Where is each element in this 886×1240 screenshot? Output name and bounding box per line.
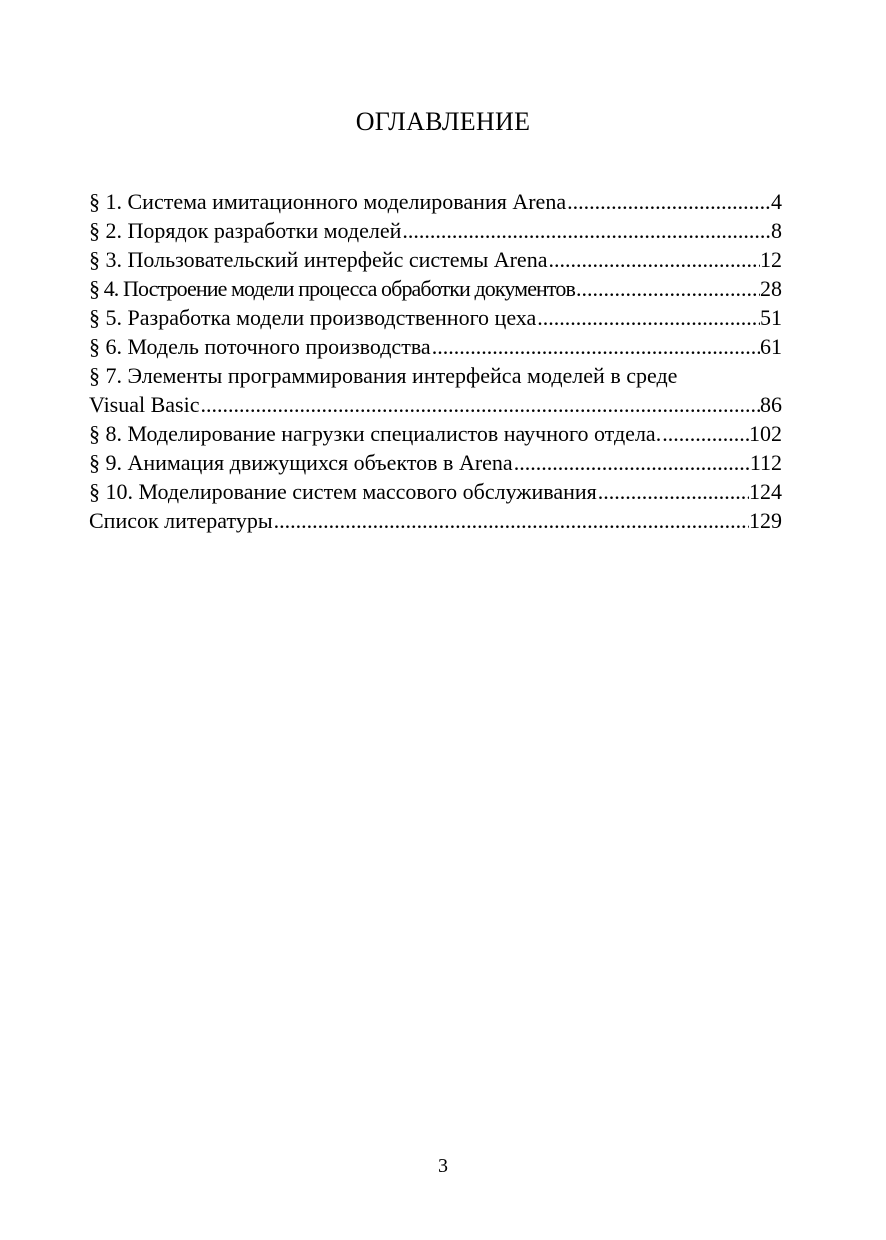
toc-entry-title: § 7. Элементы программирования интерфейса моделей в среде <box>89 363 678 388</box>
toc-entry-2 <box>89 216 782 245</box>
page-title: ОГЛАВЛЕНИЕ <box>355 107 531 136</box>
toc-entry-7-line-2 <box>89 390 782 419</box>
toc-entry-title: § 9. Анимация движущихся объектов в Arena <box>89 450 513 475</box>
toc-entry-1 <box>89 187 782 216</box>
dot-leader <box>547 245 760 274</box>
toc-entry-title: § 2. Порядок разработки моделей <box>89 218 402 243</box>
toc-entry-10 <box>89 477 782 506</box>
toc-entry-page: 4 <box>771 189 782 214</box>
toc-entry-page: 51 <box>760 305 782 330</box>
toc-entry-title: § 8. Моделирование нагрузки специалистов научного отдела. <box>89 421 662 446</box>
toc-entry-page: 86 <box>760 392 782 417</box>
toc-entry-page: 8 <box>771 218 782 243</box>
toc-entry-title: § 5. Разработка модели производственного цеха <box>89 305 537 330</box>
page-number: 3 <box>438 1155 448 1177</box>
toc-entry-9 <box>89 448 782 477</box>
dot-leader <box>575 274 760 303</box>
toc-entry-bibliography <box>89 506 782 535</box>
dot-leader <box>597 477 749 506</box>
toc-entry-page: 12 <box>760 247 782 272</box>
toc-entry-page: 61 <box>760 334 782 359</box>
dot-leader <box>513 448 750 477</box>
toc-entry-title: § 3. Пользовательский интерфейс системы Arena <box>89 247 548 272</box>
toc-entry-5 <box>89 303 782 332</box>
toc-entry-page: 28 <box>760 276 782 301</box>
toc-entry-6 <box>89 332 782 361</box>
dot-leader <box>200 390 761 419</box>
dot-leader <box>401 216 771 245</box>
toc-entry-title: Список литературы <box>89 508 273 533</box>
toc-entry-page: 129 <box>749 508 782 533</box>
dot-leader <box>273 506 749 535</box>
dot-leader <box>431 332 760 361</box>
toc-entry-3 <box>89 245 782 274</box>
toc-entry-7-line-1 <box>89 361 782 390</box>
toc-entry-title-continued: Visual Basic <box>89 392 200 417</box>
toc-entry-page: 124 <box>749 479 782 504</box>
dot-leader <box>536 303 760 332</box>
dot-leader <box>566 187 771 216</box>
toc-entry-4 <box>89 274 782 303</box>
toc-entry-title: § 1. Система имитационного моделирования Arena <box>89 189 567 214</box>
dot-leader <box>661 419 749 448</box>
table-of-contents <box>89 187 782 535</box>
toc-entry-title: § 4. Построение модели процесса обработки документов <box>89 276 575 301</box>
toc-entry-title: § 10. Моделирование систем массового обслуживания <box>89 479 597 504</box>
toc-entry-8 <box>89 419 782 448</box>
toc-entry-title: § 6. Модель поточного производства <box>89 334 431 359</box>
toc-entry-page: 102 <box>749 421 782 446</box>
toc-entry-page: 112 <box>749 450 782 475</box>
